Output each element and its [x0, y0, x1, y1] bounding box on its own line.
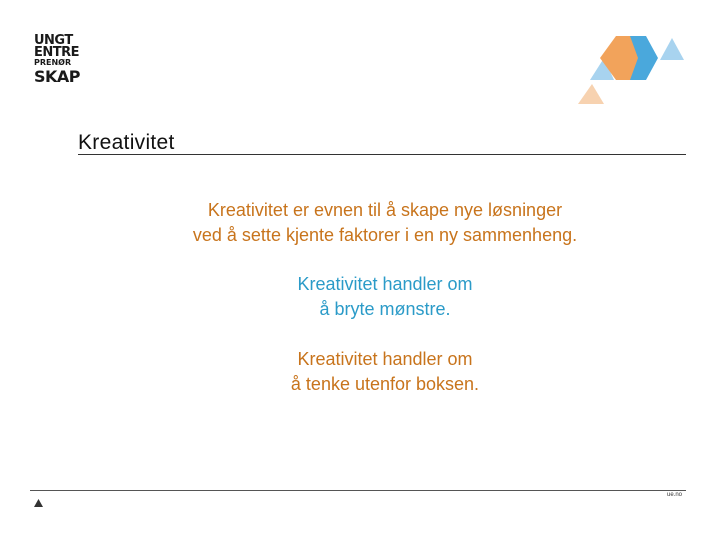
sponsor-triangle-icon [34, 499, 43, 507]
ue-logo [34, 34, 80, 85]
paragraph-line: Kreativitet handler om [297, 349, 473, 369]
shape-lightblue-small-triangle [660, 38, 684, 60]
paragraph-line: å tenke utenfor boksen. [290, 374, 480, 394]
title-divider [78, 154, 686, 155]
shape-peach-triangle [578, 84, 604, 104]
logo-line-1: UNGT [34, 33, 73, 48]
paragraph-line: å bryte mønstre. [319, 299, 451, 319]
paragraph-line: Kreativitet er evnen til å skape nye løsninger [207, 200, 563, 220]
definition-paragraph [100, 198, 670, 248]
footer-sponsor-logo [34, 494, 43, 512]
paragraph-line: Kreativitet handler om [297, 274, 473, 294]
break-patterns-paragraph [160, 272, 610, 322]
footer-divider [30, 490, 686, 491]
paragraph-line: ved å sette kjente faktorer i en ny sammenheng. [192, 225, 578, 245]
slide-title: Kreativitet [78, 131, 175, 154]
logo-line-3: PRENØR [34, 58, 72, 67]
outside-box-paragraph [160, 347, 610, 397]
logo-line-4: SKAP [34, 67, 81, 86]
footer-url: ue.no [666, 492, 682, 498]
logo-line-2: ENTRE [34, 45, 80, 60]
decorative-shapes [574, 30, 690, 110]
